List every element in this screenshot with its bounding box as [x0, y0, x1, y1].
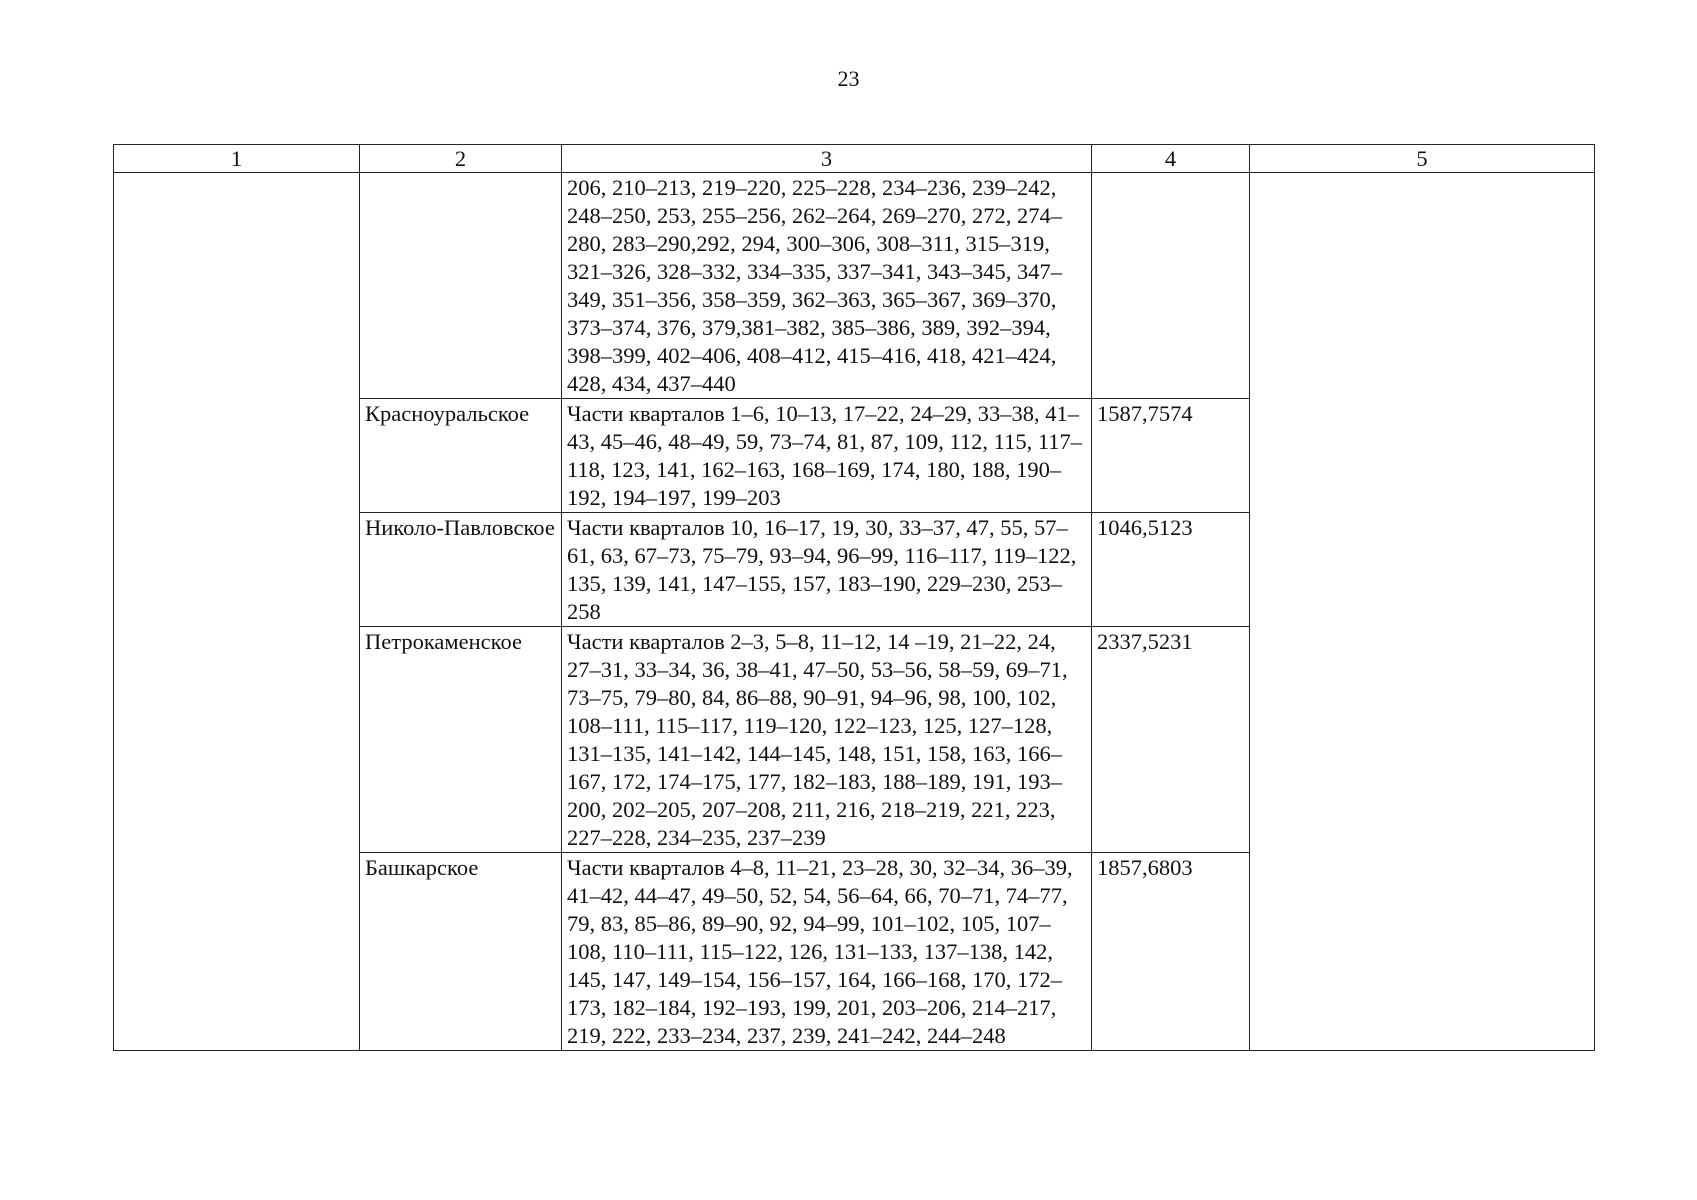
quarters-cell: 206, 210–213, 219–220, 225–228, 234–236, 239–242, 248–250, 253, 255–256, 262–264, 269–270, 272, 274–280, 283–290,292, 294, 300–306, 308–311, 315–319, 321–326, 328–332, 334–335, 337–341, 343–345, 347–349, 351–356, 358–359, 362–363, 365–367, 369–370, 373–374, 376, 379,381–382, 385–386, 389, 392–394, 398–399, 402–406, 408–412, 415–416, 418, 421–424, 428, 434, 437–440 [562, 173, 1092, 399]
area-cell: 1046,5123 [1092, 513, 1250, 627]
column-header-2: 2 [360, 145, 562, 173]
forestry-cell: Красноуральское [360, 399, 562, 513]
quarters-cell: Части кварталов 2–3, 5–8, 11–12, 14 –19, 21–22, 24, 27–31, 33–34, 36, 38–41, 47–50, 53–56, 58–59, 69–71, 73–75, 79–80, 84, 86–88, 90–91, 94–96, 98, 100, 102, 108–111, 115–117, 119–120, 122–123, 125, 127–128, 131–135, 141–142, 144–145, 148, 151, 158, 163, 166–167, 172, 174–175, 177, 182–183, 188–189, 191, 193–200, 202–205, 207–208, 211, 216, 218–219, 221, 223, 227–228, 234–235, 237–239 [562, 627, 1092, 853]
page-number: 23 [837, 66, 860, 91]
column-header-3: 3 [562, 145, 1092, 173]
table-row [114, 173, 1595, 399]
quarters-cell: Части кварталов 1–6, 10–13, 17–22, 24–29, 33–38, 41–43, 45–46, 48–49, 59, 73–74, 81, 87, 109, 112, 115, 117–118, 123, 141, 162–163, 168–169, 174, 180, 188, 190–192, 194–197, 199–203 [562, 399, 1092, 513]
table-header-row [114, 145, 1595, 173]
forestry-cell: Башкарское [360, 853, 562, 1051]
quarters-cell: Части кварталов 10, 16–17, 19, 30, 33–37, 47, 55, 57–61, 63, 67–73, 75–79, 93–94, 96–99, 116–117, 119–122, 135, 139, 141, 147–155, 157, 183–190, 229–230, 253–258 [562, 513, 1092, 627]
area-cell: 1857,6803 [1092, 853, 1250, 1051]
quarters-cell: Части кварталов 4–8, 11–21, 23–28, 30, 32–34, 36–39, 41–42, 44–47, 49–50, 52, 54, 56–64, 66, 70–71, 74–77, 79, 83, 85–86, 89–90, 92, 94–99, 101–102, 105, 107–108, 110–111, 115–122, 126, 131–133, 137–138, 142, 145, 147, 149–154, 156–157, 164, 166–168, 170, 172–173, 182–184, 192–193, 199, 201, 203–206, 214–217, 219, 222, 233–234, 237, 239, 241–242, 244–248 [562, 853, 1092, 1051]
column-header-1: 1 [114, 145, 360, 173]
notes-cell [1250, 173, 1595, 1051]
column-header-5: 5 [1250, 145, 1595, 173]
forestry-cell: Николо-Павловское [360, 513, 562, 627]
area-cell [1092, 173, 1250, 399]
forestry-cell [360, 173, 562, 399]
region-cell [114, 173, 360, 1051]
area-cell: 2337,5231 [1092, 627, 1250, 853]
forestry-table [113, 144, 1595, 1051]
forestry-cell: Петрокаменское [360, 627, 562, 853]
column-header-4: 4 [1092, 145, 1250, 173]
area-cell: 1587,7574 [1092, 399, 1250, 513]
